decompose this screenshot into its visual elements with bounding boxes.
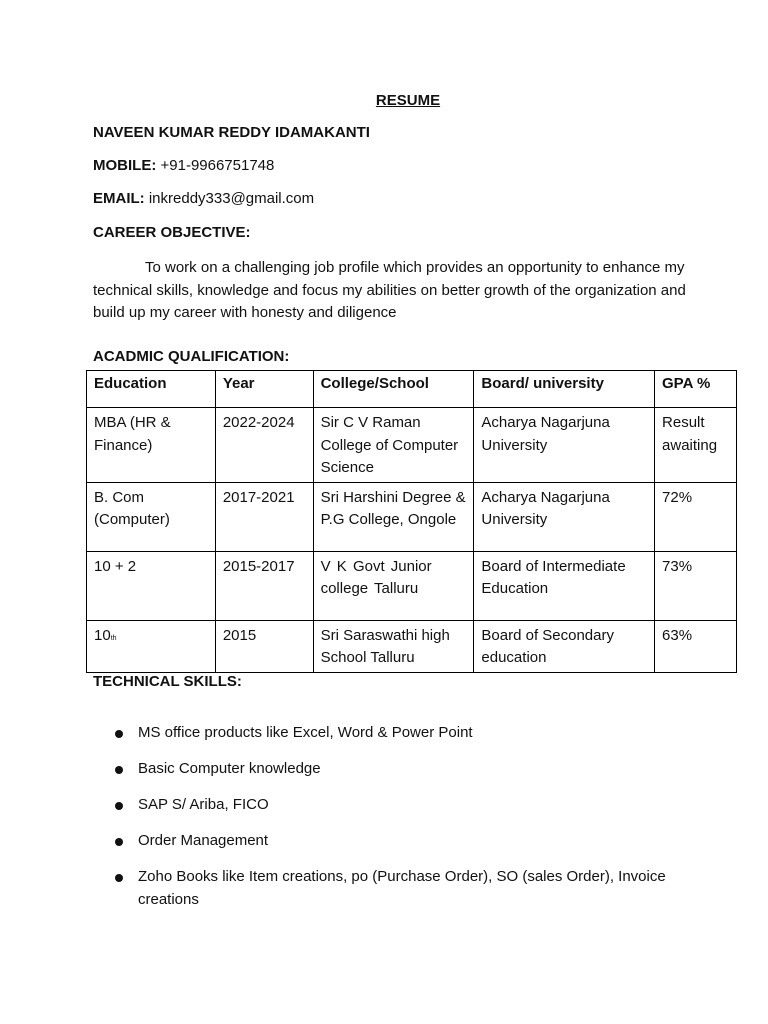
table-cell: Board of Intermediate Education [474,551,655,620]
bullet-icon [115,802,123,810]
list-item [93,830,693,853]
table-cell: B. Com (Computer) [87,482,216,551]
column-header: Education [87,371,216,408]
skill-text: MS office products like Excel, Word & Power Point [138,724,473,741]
table-row [87,408,737,483]
email-value: inkreddy333@gmail.com [148,190,315,207]
table-cell: 2017-2021 [215,482,313,551]
candidate-name: NAVEEN KUMAR REDDY IDAMAKANTI [93,124,370,141]
table-cell: Acharya Nagarjuna University [474,408,655,483]
list-item [93,794,693,817]
table-cell: Sri Saraswathi high School Talluru [313,620,474,672]
technical-skills-heading: TECHNICAL SKILLS: [93,673,242,690]
skill-text: SAP S/ Ariba, FICO [138,796,269,813]
bullet-icon [115,766,123,774]
academic-heading: ACADMIC QUALIFICATION: [93,348,290,365]
table-header-row [87,371,737,408]
mobile-line [93,157,274,174]
skill-text: Zoho Books like Item creations, po (Purchase Order), SO (sales Order), Invoice creations [138,868,666,908]
table-row [87,482,737,551]
table-row [87,551,737,620]
table-cell: 10 + 2 [87,551,216,620]
skills-list [93,722,693,925]
resume-title: RESUME [375,92,441,109]
table-cell: Result awaiting [655,408,737,483]
table-cell: 72% [655,482,737,551]
email-line [93,190,314,207]
table-cell: Acharya Nagarjuna University [474,482,655,551]
table-cell: MBA (HR & Finance) [87,408,216,483]
academic-table [86,370,737,673]
career-objective-text [93,257,693,325]
email-label: EMAIL: [93,190,145,207]
table-cell: 73% [655,551,737,620]
list-item [93,866,693,911]
table-cell: 2015-2017 [215,551,313,620]
list-item [93,758,693,781]
mobile-label: MOBILE: [93,157,157,174]
table-cell: Sri Harshini Degree & P.G College, Ongole [313,482,474,551]
bullet-icon [115,874,123,882]
superscript: th [110,634,117,642]
column-header: GPA % [655,371,737,408]
table-cell [87,620,216,672]
career-objective-body: To work on a challenging job profile which provides an opportunity to enhance my technical skills, knowledge and focus my abilities on better growth of the organization and build up my career with honesty and diligence [93,259,686,321]
skill-text: Basic Computer knowledge [138,760,321,777]
table-cell: 2022-2024 [215,408,313,483]
column-header: Board/ university [474,371,655,408]
bullet-icon [115,838,123,846]
mobile-value: +91-9966751748 [160,157,275,174]
table-cell: Board of Secondary education [474,620,655,672]
list-item [93,722,693,745]
table-row [87,620,737,672]
career-objective-heading: CAREER OBJECTIVE: [93,224,251,241]
column-header: College/School [313,371,474,408]
table-cell: 2015 [215,620,313,672]
table-cell: V K Govt Junior college Talluru [313,551,474,620]
table-cell: Sir C V Raman College of Computer Science [313,408,474,483]
table-cell: 63% [655,620,737,672]
education-value: 10 [94,626,111,644]
skill-text: Order Management [138,832,269,849]
bullet-icon [115,730,123,738]
column-header: Year [215,371,313,408]
